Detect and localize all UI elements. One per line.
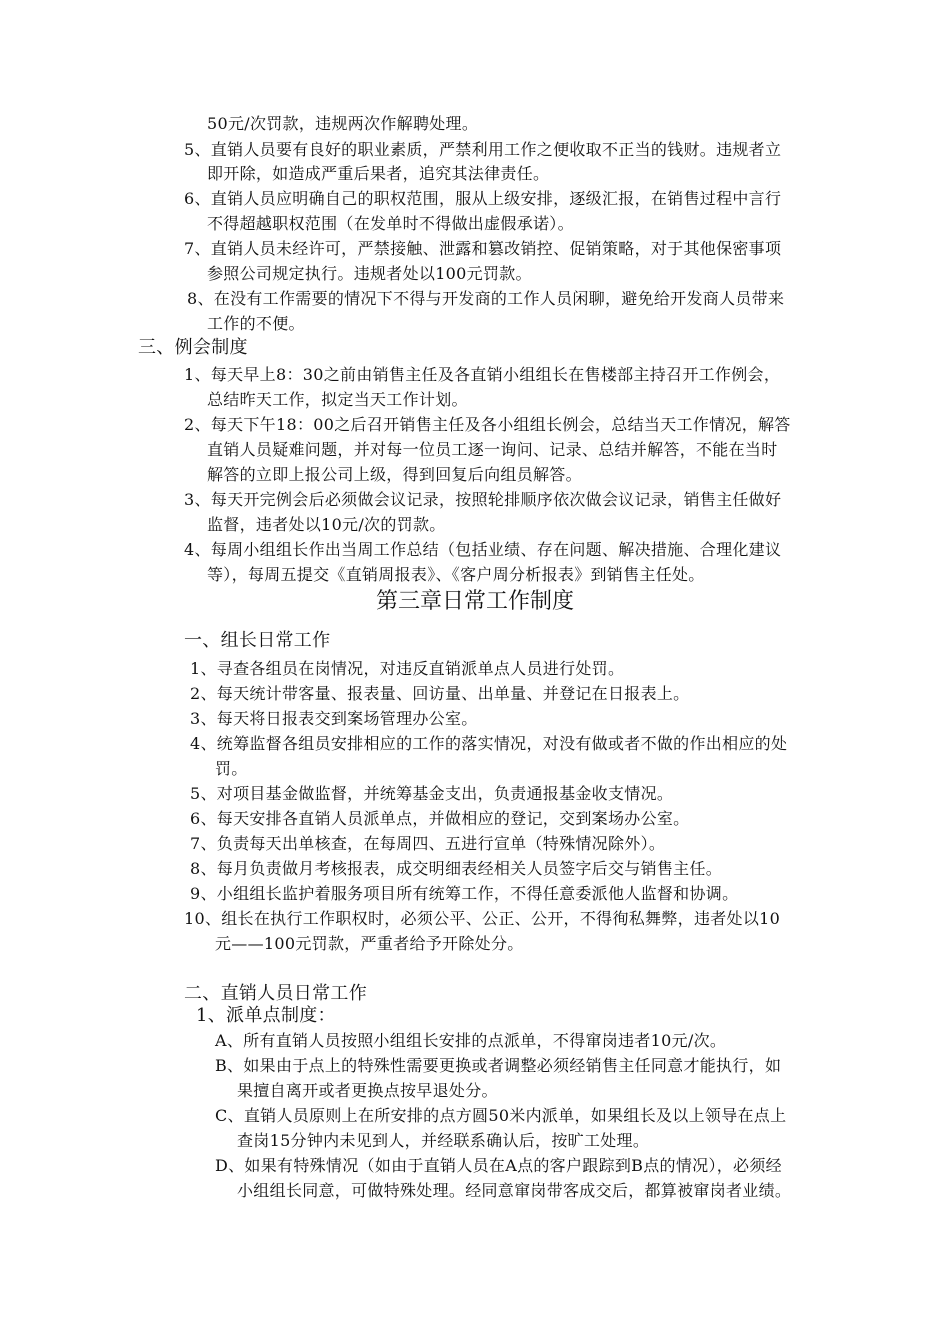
list-item: 6、直销人员应明确自己的职权范围，服从上级安排，逐级汇报，在销售过程中言行 xyxy=(184,189,782,208)
list-item-continuation: 果擅自离开或者更换点按早退处分。 xyxy=(237,1081,498,1100)
list-item-continuation: 总结昨天工作，拟定当天工作计划。 xyxy=(207,390,468,409)
subsection-heading: 1、派单点制度： xyxy=(196,1005,336,1026)
chapter-title: 第三章日常工作制度 xyxy=(375,589,574,614)
list-item-continuation: 罚。 xyxy=(215,759,248,778)
list-item-continuation: 元——100元罚款，严重者给予开除处分。 xyxy=(215,934,524,953)
list-item: 2、每天下午18：00之后召开销售主任及各小组组长例会，总结当天工作情况，解答 xyxy=(184,415,791,434)
list-item-continuation: 等），每周五提交《直销周报表》、《客户周分析报表》到销售主任处。 xyxy=(207,565,705,584)
section-heading: 二、直销人员日常工作 xyxy=(184,983,367,1004)
list-item: B、如果由于点上的特殊性需要更换或者调整必须经销售主任同意才能执行，如 xyxy=(215,1056,782,1075)
list-item: 5、直销人员要有良好的职业素质，严禁利用工作之便收取不正当的钱财。违规者立 xyxy=(184,140,782,159)
list-item: 10、组长在执行工作职权时，必须公平、公正、公开，不得徇私舞弊，违者处以10 xyxy=(184,909,781,928)
list-item: 3、每天开完例会后必须做会议记录，按照轮排顺序依次做会议记录，销售主任做好 xyxy=(184,490,782,509)
list-item: 1、每天早上8：30之前由销售主任及各直销小组组长在售楼部主持召开工作例会， xyxy=(184,365,781,384)
list-item: 6、每天安排各直销人员派单点，并做相应的登记，交到案场办公室。 xyxy=(190,809,690,828)
list-item: 8、每月负责做月考核报表，成交明细表经相关人员签字后交与销售主任。 xyxy=(190,859,723,878)
list-item: 7、负责每天出单核查，在每周四、五进行宣单（特殊情况除外）。 xyxy=(190,834,666,853)
list-item: 2、每天统计带客量、报表量、回访量、出单量、并登记在日报表上。 xyxy=(190,684,690,703)
list-item: 3、每天将日报表交到案场管理办公室。 xyxy=(190,709,478,728)
list-item: 5、对项目基金做监督，并统筹基金支出，负责通报基金收支情况。 xyxy=(190,784,674,803)
list-item-continuation: 不得超越职权范围（在发单时不得做出虚假承诺）。 xyxy=(207,214,574,233)
list-item: 4、统筹监督各组员安排相应的工作的落实情况，对没有做或者不做的作出相应的处 xyxy=(190,734,788,753)
list-item-continuation: 直销人员疑难问题，并对每一位员工逐一询问、记录、总结并解答，不能在当时 xyxy=(207,440,778,459)
list-item: D、如果有特殊情况（如由于直销人员在A点的客户跟踪到B点的情况），必须经 xyxy=(215,1156,782,1175)
list-item: 7、直销人员未经许可，严禁接触、泄露和篡改销控、促销策略，对于其他保密事项 xyxy=(184,239,782,258)
list-item-continuation: 工作的不便。 xyxy=(207,314,305,333)
list-item-continuation: 查岗15分钟内未见到人，并经联系确认后，按旷工处理。 xyxy=(237,1131,650,1150)
list-item-continuation: 参照公司规定执行。违规者处以100元罚款。 xyxy=(207,264,532,283)
list-item-continuation: 即开除，如造成严重后果者，追究其法律责任。 xyxy=(207,164,550,183)
list-item: 4、每周小组组长作出当周工作总结（包括业绩、存在问题、解决措施、合理化建议 xyxy=(184,540,782,559)
list-item-continuation: 50元/次罚款，违规两次作解聘处理。 xyxy=(207,114,479,133)
list-item: 9、小组组长监护着服务项目所有统筹工作，不得任意委派他人监督和协调。 xyxy=(190,884,739,903)
list-item: A、所有直销人员按照小组组长安排的点派单，不得窜岗违者10元/次。 xyxy=(215,1031,727,1050)
list-item-continuation: 解答的立即上报公司上级，得到回复后向组员解答。 xyxy=(207,465,582,484)
list-item: 8、在没有工作需要的情况下不得与开发商的工作人员闲聊，避免给开发商人员带来 xyxy=(187,289,785,308)
section-heading: 三、例会制度 xyxy=(138,337,248,358)
list-item-continuation: 监督，违者处以10元/次的罚款。 xyxy=(207,515,446,534)
list-item: C、直销人员原则上在所安排的点方圆50米内派单，如果组长及以上领导在点上 xyxy=(215,1106,787,1125)
section-heading: 一、组长日常工作 xyxy=(184,630,331,651)
list-item-continuation: 小组组长同意，可做特殊处理。经同意窜岗带客成交后，都算被窜岗者业绩。 xyxy=(237,1181,792,1200)
list-item: 1、寻查各组员在岗情况，对违反直销派单点人员进行处罚。 xyxy=(190,659,625,678)
